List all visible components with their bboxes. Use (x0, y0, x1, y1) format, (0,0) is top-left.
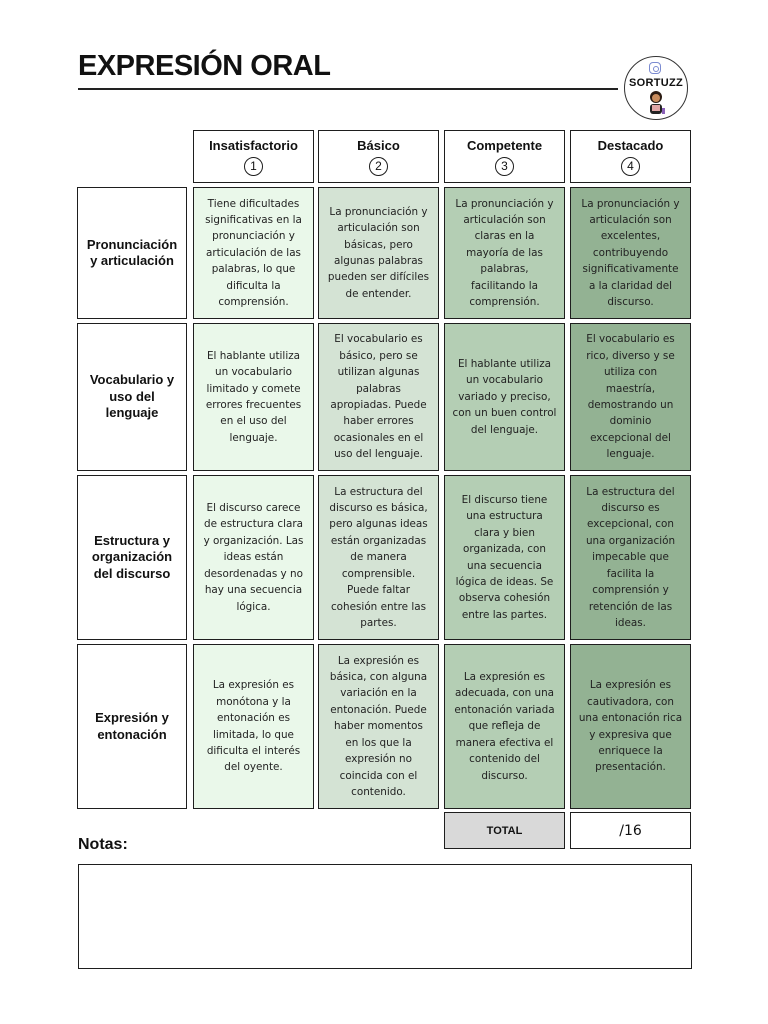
level-number-badge: 2 (369, 157, 388, 176)
rubric-cell: El discurso tiene una estructura clara y bien organizada, con una secuencia lógica de ideas. Se observa cohesión entre las partes. (444, 475, 565, 640)
avatar-illustration (646, 90, 666, 118)
rubric-cell: El vocabulario es rico, diverso y se utiliza con maestría, demostrando un dominio excepcional del lenguaje. (570, 323, 691, 471)
criterion-label: Expresión y entonación (77, 644, 187, 809)
rubric-cell: La estructura del discurso es básica, pero algunas ideas están organizadas de manera comprensible. Puede faltar cohesión entre las partes. (318, 475, 439, 640)
rubric-cell: La expresión es monótona y la entonación es limitada, lo que dificulta el interés del oyente. (193, 644, 314, 809)
total-label: TOTAL (444, 812, 565, 849)
rubric-cell: La pronunciación y articulación son básicas, pero algunas palabras pueden ser difíciles de entender. (318, 187, 439, 319)
notes-field[interactable] (78, 864, 692, 969)
rubric-cell: La expresión es adecuada, con una entonación variada que refleja de manera efectiva el contenido del discurso. (444, 644, 565, 809)
rubric-cell: La expresión es cautivadora, con una entonación rica y expresiva que enriquece la presentación. (570, 644, 691, 809)
level-header (193, 130, 314, 183)
instagram-icon (649, 62, 661, 74)
level-label: Insatisfactorio (209, 137, 298, 153)
rubric-cell: El discurso carece de estructura clara y organización. Las ideas están desordenadas y no hay una secuencia lógica. (193, 475, 314, 640)
level-number-badge: 1 (244, 157, 263, 176)
title-underline (78, 88, 618, 90)
criterion-label: Estructura y organización del discurso (77, 475, 187, 640)
rubric-cell: El hablante utiliza un vocabulario variado y preciso, con un buen control del lenguaje. (444, 323, 565, 471)
level-label: Competente (466, 137, 543, 153)
rubric-cell: La expresión es básica, con alguna variación en la entonación. Puede haber momentos en los que la expresión no coincida con el contenido. (318, 644, 439, 809)
level-header (570, 130, 691, 183)
notes-label: Notas: (78, 836, 128, 853)
level-number-badge: 3 (495, 157, 514, 176)
rubric-cell: El vocabulario es básico, pero se utilizan algunas palabras apropiadas. Puede haber errores ocasionales en el uso del lenguaje. (318, 323, 439, 471)
rubric-cell: La estructura del discurso es excepcional, con una organización impecable que facilita la comprensión y retención de las ideas. (570, 475, 691, 640)
level-header (444, 130, 565, 183)
brand-logo (624, 56, 688, 120)
level-label: Básico (357, 137, 400, 153)
total-score: /16 (570, 812, 691, 849)
rubric-cell: El hablante utiliza un vocabulario limitado y comete errores frecuentes en el uso del lenguaje. (193, 323, 314, 471)
rubric-cell: La pronunciación y articulación son excelentes, contribuyendo significativamente a la claridad del discurso. (570, 187, 691, 319)
rubric-cell: La pronunciación y articulación son claras en la mayoría de las palabras, facilitando la comprensión. (444, 187, 565, 319)
level-number-badge: 4 (621, 157, 640, 176)
criterion-label: Vocabulario y uso del lenguaje (77, 323, 187, 471)
criterion-label: Pronunciación y articulación (77, 187, 187, 319)
page-title: EXPRESIÓN ORAL (78, 50, 331, 82)
rubric-cell: Tiene dificultades significativas en la pronunciación y articulación de las palabras, lo que dificulta la comprensión. (193, 187, 314, 319)
level-header (318, 130, 439, 183)
level-label: Destacado (597, 137, 664, 153)
brand-name: SORTUZZ (628, 77, 684, 89)
